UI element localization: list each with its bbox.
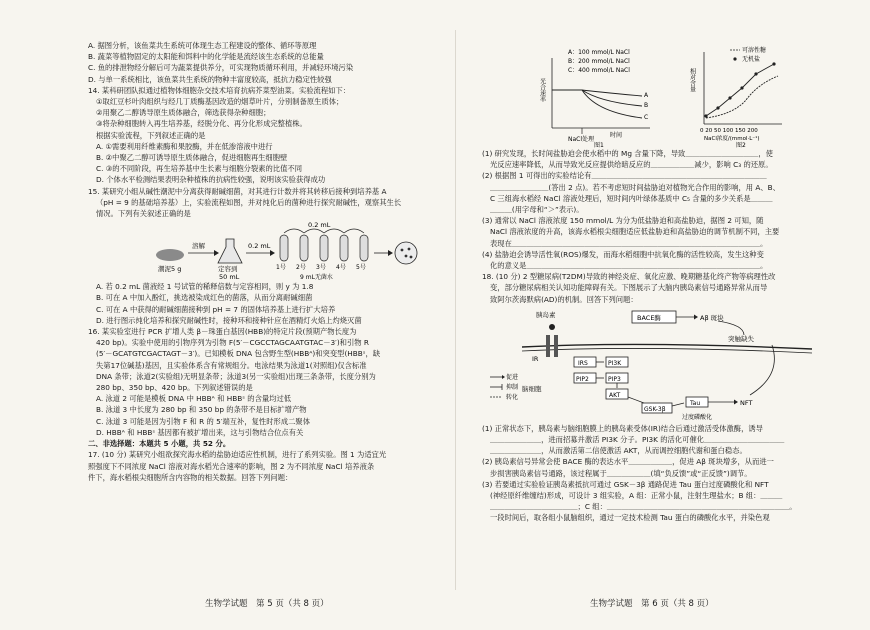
q16-stem-6: 280 bp、350 bp、420 bp。下列叙述错误的是	[96, 383, 253, 393]
tube-3	[320, 235, 328, 261]
dilution-volume-label: 0.2 mL	[308, 221, 331, 230]
tau-label: Tau	[690, 399, 701, 407]
q17-figures	[482, 44, 832, 148]
figure-1	[539, 49, 651, 148]
q18-sub-3d: 一段时间后，取各组小鼠脑组织，通过一定技术检测 Tau 蛋白的磷酸化水平，并染色观	[490, 513, 770, 523]
page-5	[88, 40, 440, 483]
fig1-label-c: C	[644, 114, 649, 121]
fig2-legend-dot-salt	[733, 57, 736, 60]
fig2-ylabel: 相对含量	[688, 68, 696, 92]
petri-dish	[395, 242, 417, 264]
question-15	[88, 186, 440, 326]
q18-pathway-figure	[482, 305, 832, 423]
legend-convert: 转化	[506, 393, 519, 401]
q13-option-b: B. 蔬菜等植物固定的太阳能和饵料中的化学能是流经该生态系统的总能量	[88, 52, 324, 62]
question-14	[88, 85, 440, 186]
q17-sub-2c: C 三组海水稻经 NaCl 溶液处理后，短时间内叶绿体基质中 C₅ 含量的多少关系是＿＿＿	[490, 193, 773, 203]
fig1-legend-c: C：400 mmol/L NaCl	[568, 67, 630, 74]
page-6-footer: 生物学试题 第 6 页（共 8 页）	[590, 599, 714, 609]
fig1-series-a	[552, 90, 642, 96]
tube-4	[340, 235, 348, 261]
q14-prompt: 根据实验流程，下列叙述正确的是	[96, 130, 206, 140]
q17-sub-2b: ＿＿＿＿＿＿＿＿(答出 2 点)。若不考虑短时间盐胁迫对植物光合作用的影响，用 A、B、	[490, 182, 780, 192]
arrowhead-transfer	[270, 250, 275, 256]
tube-label-4: 4号	[336, 264, 346, 272]
akt-label: AKT	[609, 391, 621, 399]
q18-subquestions	[482, 423, 832, 524]
insulin-molecule	[549, 324, 555, 330]
soil-label: 潮泥5 g	[158, 265, 182, 274]
q17-stem-3: 件下，海水稻根尖细胞所含内容物的相关数据。回答下列问题：	[88, 472, 293, 482]
flask-volume: 50 mL	[219, 273, 240, 282]
q17-sub-3b: NaCl 溶液浓度的升高，该海水稻根尖细胞适应低盐胁迫和高盐胁迫的调节机制不同，主要	[490, 227, 780, 237]
q17-stem-2: 照强度下不同浓度 NaCl 溶液对海水稻光合速率的影响，图 2 为不同浓度 NaCl 培养液条	[88, 461, 375, 471]
q18-sub-3c: ＿＿＿＿＿＿＿＿＿＿＿＿；C 组：＿＿＿＿＿＿＿＿＿＿＿＿＿＿＿＿＿＿＿＿＿＿＿＿＿。	[490, 502, 797, 512]
fig1-ylabel: 光合速率	[538, 78, 546, 102]
q14-option-b: B. ②中聚乙二醇可诱导原生质体融合，促进细胞再生细胞壁	[96, 153, 288, 163]
arrowhead-dissolve	[214, 250, 219, 256]
q18-stem-2: 变，部分糖尿病相关认知功能障碍有关。下图展示了大脑内胰岛素信号通路异常从而导	[490, 283, 768, 293]
question-16	[88, 326, 440, 438]
q16-stem-5: DNA 条带；泳道2(实验组)无明显条带；泳道3(另一实验组)出现三条条带，长度分别为	[96, 371, 376, 381]
q17-figure-svg	[482, 44, 832, 148]
page-divider	[455, 30, 456, 590]
q17-sub-2d: ＿＿＿(用字母和“＞”表示)。	[490, 205, 584, 215]
insulin-pathway-diagram	[482, 305, 832, 423]
tube-2	[300, 235, 308, 261]
q17-sub-3a: (3) 通常以 NaCl 溶液浓度 150 mmol/L 为分为低盐胁迫和高盐胁迫，据图 2 可知，随	[482, 216, 764, 226]
fig2-point	[704, 114, 707, 117]
tube-1	[280, 235, 288, 261]
receptor-ir-right	[554, 335, 558, 357]
receptor-ir-left	[546, 335, 550, 357]
q13-option-a: A. 据图分析，该鱼菜共生系统可体现生态工程建设的整体、循环等原理	[88, 41, 317, 50]
q13-options	[88, 40, 440, 85]
fig2-caption: 图2	[736, 142, 746, 148]
q18-sub-3b: (神经原纤维缠结)形成，可设计 3 组实验，A 组：正常小鼠，注射生理盐水；B 组：＿＿＿	[490, 491, 783, 501]
tube-label-2: 2号	[296, 264, 306, 272]
question-18	[482, 271, 832, 305]
fig2-legend-sugar: 可溶性糖	[742, 47, 767, 54]
q16-option-b: B. 泳道 3 中长度为 280 bp 和 350 bp 的条带不是目标扩增产物	[96, 405, 307, 415]
tube-label-5: 5号	[356, 264, 366, 272]
tube-5	[360, 235, 368, 261]
fig1-legend-a: A：100 mmol/L NaCl	[568, 49, 630, 56]
fig2-xlabel: NaCl浓度/(mmol·L⁻¹)	[704, 136, 760, 142]
arrowhead-plate	[388, 250, 393, 256]
fig2-point	[754, 72, 757, 75]
q13-option-d: D. 与单一系统相比，该鱼菜共生系统的物种丰富度较高，抵抗力稳定性较强	[88, 74, 332, 84]
fig2-point	[740, 86, 743, 89]
abeta-label: Aβ 斑块	[700, 313, 724, 322]
fig1-caption: 图1	[594, 142, 604, 148]
arrowhead-nft	[734, 399, 738, 404]
q14-step-2: ②用聚乙二醇诱导原生质体融合，筛选获得杂种细胞；	[96, 108, 271, 118]
fig1-series-c	[582, 90, 642, 118]
q15-option-a: A. 若 0.2 mL 菌液经 1 号试管的稀释倍数与定容相同，则 y 为 1.8	[96, 282, 314, 292]
ir-label: IR	[532, 354, 539, 363]
pip3-label: PIP3	[608, 375, 621, 383]
sterile-water-label: 9 mL无菌水	[300, 274, 333, 282]
fig2-point	[716, 106, 719, 109]
arrow-nft-synapse	[750, 345, 774, 395]
arrow-gsk-tau	[672, 403, 684, 406]
q16-option-d: D. HBBᴬ 和 HBBˢ 基因都有被扩增出来，这与引物结合位点有关	[96, 427, 304, 437]
q17-subquestions	[482, 148, 832, 271]
transfer-arcs	[284, 229, 364, 233]
colony-1	[401, 249, 404, 252]
page-6	[482, 44, 832, 524]
colony-4	[410, 256, 413, 259]
bace-label: BACE酶	[637, 313, 661, 322]
tube-label-3: 3号	[316, 264, 326, 272]
arrowhead-bace	[694, 314, 698, 319]
q17-stem-1: 17. (10 分) 某研究小组欲探究海水稻的盐胁迫适应性机制，进行了系列实验。图 1 为适宜光	[88, 450, 387, 460]
legend-inhibit: 抑制	[506, 383, 519, 391]
arrow-abeta-synapse	[718, 321, 744, 335]
legend-promote: 促进	[506, 373, 519, 381]
volumetric-flask	[218, 239, 242, 263]
pathway-legend	[490, 373, 518, 401]
gsk-label: GSK-3β	[644, 405, 666, 413]
q18-stem-3: 致阿尔茨海默病(AD)的机制。回答下列问题：	[490, 294, 638, 304]
insulin-label: 胰岛素	[536, 310, 556, 319]
fig1-legend-b: B：200 mmol/L NaCl	[568, 58, 630, 65]
q16-option-c: C. 泳道 3 可能是因为引物 F 和 R 的 5′端互补，复性时形成二聚体	[96, 416, 311, 426]
q17-sub-2a: (2) 根据图 1 可得出的实验结论有＿＿＿＿＿＿＿＿＿＿＿＿＿＿＿＿＿＿＿＿＿＿＿＿	[482, 171, 767, 181]
q15-option-d: D. 进行图示纯化培养和探究耐碱性时，接种环和接种针应在酒精灯火焰上灼烧灭菌	[96, 315, 362, 325]
q14-option-a: A. ①需要利用纤维素酶和果胶酶，并在低渗溶液中进行	[96, 141, 273, 151]
page-5-footer: 生物学试题 第 5 页（共 8 页）	[205, 599, 329, 609]
brain-cell-label: 脑细胞	[522, 384, 542, 393]
fig2-series-sugar	[706, 76, 778, 118]
fig1-series-b	[582, 90, 642, 106]
q18-sub-1c: ＿＿＿＿＿＿＿，从而激活第二信使激活 AKT，从而调控细胞代谢和蛋白稳态。	[490, 446, 747, 456]
q16-stem-4: 失第17位碱基)基因，且实验体系含有常规组分。电泳结果为泳道1(对照组)仅含标准	[96, 360, 367, 370]
q18-sub-3a: (3) 若要通过实验验证胰岛素抵抗可通过 GSK－3β 通路促进 Tau 蛋白过度磷酸化和 NFT	[482, 479, 769, 489]
test-tubes	[280, 235, 368, 261]
fig2-legend-salt: 无机盐	[742, 56, 761, 63]
fig1-label-b: B	[644, 102, 649, 109]
q17-sub-1b: 光反应速率降低，从而导致光反应提供给暗反应的＿＿＿＿＿＿减少，影响 C₃ 的还原。	[490, 160, 773, 170]
fig2-series-salt	[706, 64, 774, 116]
q18-sub-1a: (1) 正常状态下，胰岛素与脑细胞膜上的胰岛素受体(IR)结合后通过激活受体激酶，诱导	[482, 423, 763, 433]
q16-stem-2: 420 bp)。实验中使用的引物序列为引物 F(5′－CGCCTAGCAATGTAC－3′)和引物 R	[96, 338, 369, 348]
dissolve-label: 溶解	[192, 242, 205, 251]
q16-stem-3: (5′－GCATGTCGACTAGT－3′)。已知模板 DNA 包含野生型(HBBᴬ)和突变型(HBBˢ，缺	[96, 349, 381, 359]
flask-label: 定容到	[218, 265, 238, 274]
q14-step-3: ③将杂种细胞转入再生培养基，经脱分化、再分化形成完整植株。	[96, 119, 307, 129]
section-heading: 二、非选择题：本题共 5 小题，共 52 分。	[88, 439, 231, 449]
fig1-treatment-label: NaCl处理	[568, 136, 595, 143]
pi3k-label: PI3K	[608, 359, 622, 367]
q15-stem-2: （pH = 9 的基础培养基）上，实验流程如图，并对纯化后的菌种进行探究耐碱性，观察其生长	[96, 197, 402, 207]
phospho-label: 过度磷酸化	[682, 413, 713, 421]
cell-membrane-inner	[522, 348, 812, 353]
q15-dilution-figure	[88, 219, 440, 281]
figure-2	[689, 46, 783, 148]
dilution-diagram	[88, 219, 440, 281]
soil-sample	[156, 249, 184, 261]
colony-2	[408, 248, 411, 251]
nft-label: NFT	[740, 398, 753, 407]
q17-sub-4a: (4) 盐胁迫会诱导活性氧(ROS)爆发，而海水稻细胞中抗氧化酶的活性较高，发生这种变	[482, 249, 764, 259]
q17-sub-3c: 表现在＿＿＿＿＿＿＿＿＿＿＿＿＿＿＿＿＿＿＿＿＿＿＿＿＿＿＿＿＿＿＿＿＿＿。	[490, 238, 768, 248]
q13-option-c: C. 鱼的排泄物经分解后可为蔬菜提供养分，可实现物质循环利用，并减轻环境污染	[88, 63, 354, 73]
q18-sub-2b: 步损害胰岛素信号通路，该过程属于＿＿＿＿＿＿(填“负反馈”或“正反馈”)调节。	[490, 468, 752, 478]
q17-sub-4b: 化的意义是＿＿＿＿＿＿＿＿＿＿＿＿＿＿＿＿＿＿＿＿＿＿＿＿＿＿＿＿＿＿＿＿。	[490, 261, 768, 271]
synapse-loss-label: 突触缺失	[728, 334, 754, 343]
tube-label-1: 1号	[276, 264, 286, 272]
q15-stem-3: 情况。下列有关叙述正确的是	[96, 209, 191, 219]
q14-step-1: ①取红豆杉叶肉组织与经几丁质酶基因改造的烟草叶片，分别制备原生质体；	[96, 97, 344, 107]
pip2-label: PIP2	[576, 375, 589, 383]
q18-sub-1b: ＿＿＿＿＿＿＿，进而招募并激活 PI3K 分子。PI3K 的活化可催化＿＿＿＿＿＿＿＿＿＿＿	[490, 435, 785, 445]
q16-option-a: A. 泳道 2 可能是模板 DNA 中 HBBᴬ 和 HBBˢ 的含量均过低	[96, 394, 292, 404]
q14-option-c: C. ③的不同阶段，再生培养基中生长素与细胞分裂素的比值不同	[96, 164, 302, 174]
fig1-xlabel: 时间	[610, 132, 623, 139]
colony-3	[405, 255, 408, 258]
legend-promote-arrow	[502, 375, 505, 379]
q15-option-c: C. 可在 A 中获得的耐碱细菌接种到 pH = 7 的固体培养基上进行扩大培养	[96, 304, 336, 314]
fig2-point	[728, 96, 731, 99]
fig2-point	[772, 62, 775, 65]
q15-option-b: B. 可在 A 中加入酚红，挑选被染成红色的菌落，从而分离耐碱细菌	[96, 293, 313, 303]
q17-sub-1a: (1) 研究发现，长时间盐胁迫会使水稻中的 Mg 含量下降，导致＿＿＿＿＿＿＿＿＿＿，使	[482, 149, 773, 158]
question-17	[88, 449, 440, 483]
q15-stem-1: 15. 某研究小组从碱性潮泥中分离获得耐碱细菌，对其进行计数并将其转移后接种到培养基 A	[88, 186, 387, 196]
irs-label: IRS	[578, 359, 588, 367]
fig2-xticks: 0 20 50 100 150 200	[700, 128, 758, 134]
q18-sub-2a: (2) 胰岛素信号异常会使 BACE 酶的表达水平＿＿＿＿＿＿，促进 Aβ 斑块增多，从而进一	[482, 457, 774, 467]
q16-stem-1: 16. 某实验室进行 PCR 扩增人类 β－珠蛋白基因(HBB)的特定片段(预期产物长度为	[88, 327, 357, 337]
transfer-label: 0.2 mL	[248, 242, 271, 251]
q14-option-d: D. 个体水平检测结果表明杂种植株的抗病性较强，说明该实验获得成功	[96, 175, 326, 185]
inhibit-akt-gsk	[628, 397, 644, 403]
fig1-label-a: A	[644, 92, 649, 99]
q18-stem-1: 18. (10 分) 2 型糖尿病(T2DM)导致的神经炎症、氧化应激、晚期糖基化终产物等病理性改	[482, 272, 776, 282]
q14-stem: 14. 某科研团队拟通过植物体细胞杂交技术培育抗病芥菜型油菜。实验流程如下：	[88, 85, 351, 95]
